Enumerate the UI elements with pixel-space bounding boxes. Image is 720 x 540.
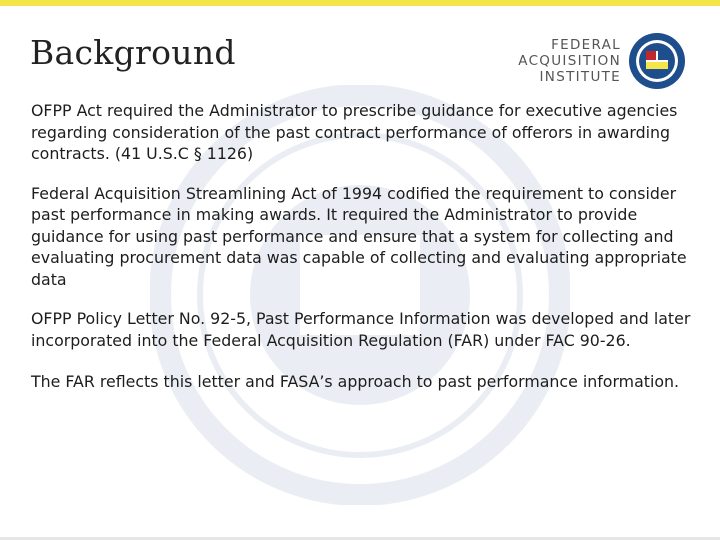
fai-seal-icon bbox=[627, 31, 687, 91]
top-accent-bar bbox=[0, 0, 720, 6]
paragraph-fasa: Federal Acquisition Streamlining Act of 1994 codified the requirement to consider past performance in making awards. It required the Administrator to provide guidance for using past performance and ensure that a system for collecting and evaluating procurement data was capable of collecting and evaluating appropriate data bbox=[31, 183, 687, 289]
logo-line-institute: INSTITUTE bbox=[539, 69, 621, 85]
paragraph-policy-letter: OFPP Policy Letter No. 92-5, Past Performance Information was developed and later incorporated into the Federal Acquisition Regulation (FAR) under FAC 90-26. bbox=[31, 309, 691, 350]
logo-wordmark bbox=[509, 37, 621, 85]
paragraph-far-reflects: The FAR reflects this letter and FASA’s approach to past performance information. bbox=[31, 372, 680, 391]
fai-logo bbox=[509, 35, 699, 87]
slide-title: Background bbox=[30, 33, 236, 72]
slide-body bbox=[31, 100, 691, 411]
logo-line-federal: FEDERAL bbox=[551, 37, 621, 53]
paragraph-ofpp-act: OFPP Act required the Administrator to prescribe guidance for executive agencies regarding consideration of the past contract performance of offerors in awarding contracts. (41 U.S.C § 1126) bbox=[31, 101, 678, 163]
logo-line-acquisition: ACQUISITION bbox=[518, 53, 621, 69]
